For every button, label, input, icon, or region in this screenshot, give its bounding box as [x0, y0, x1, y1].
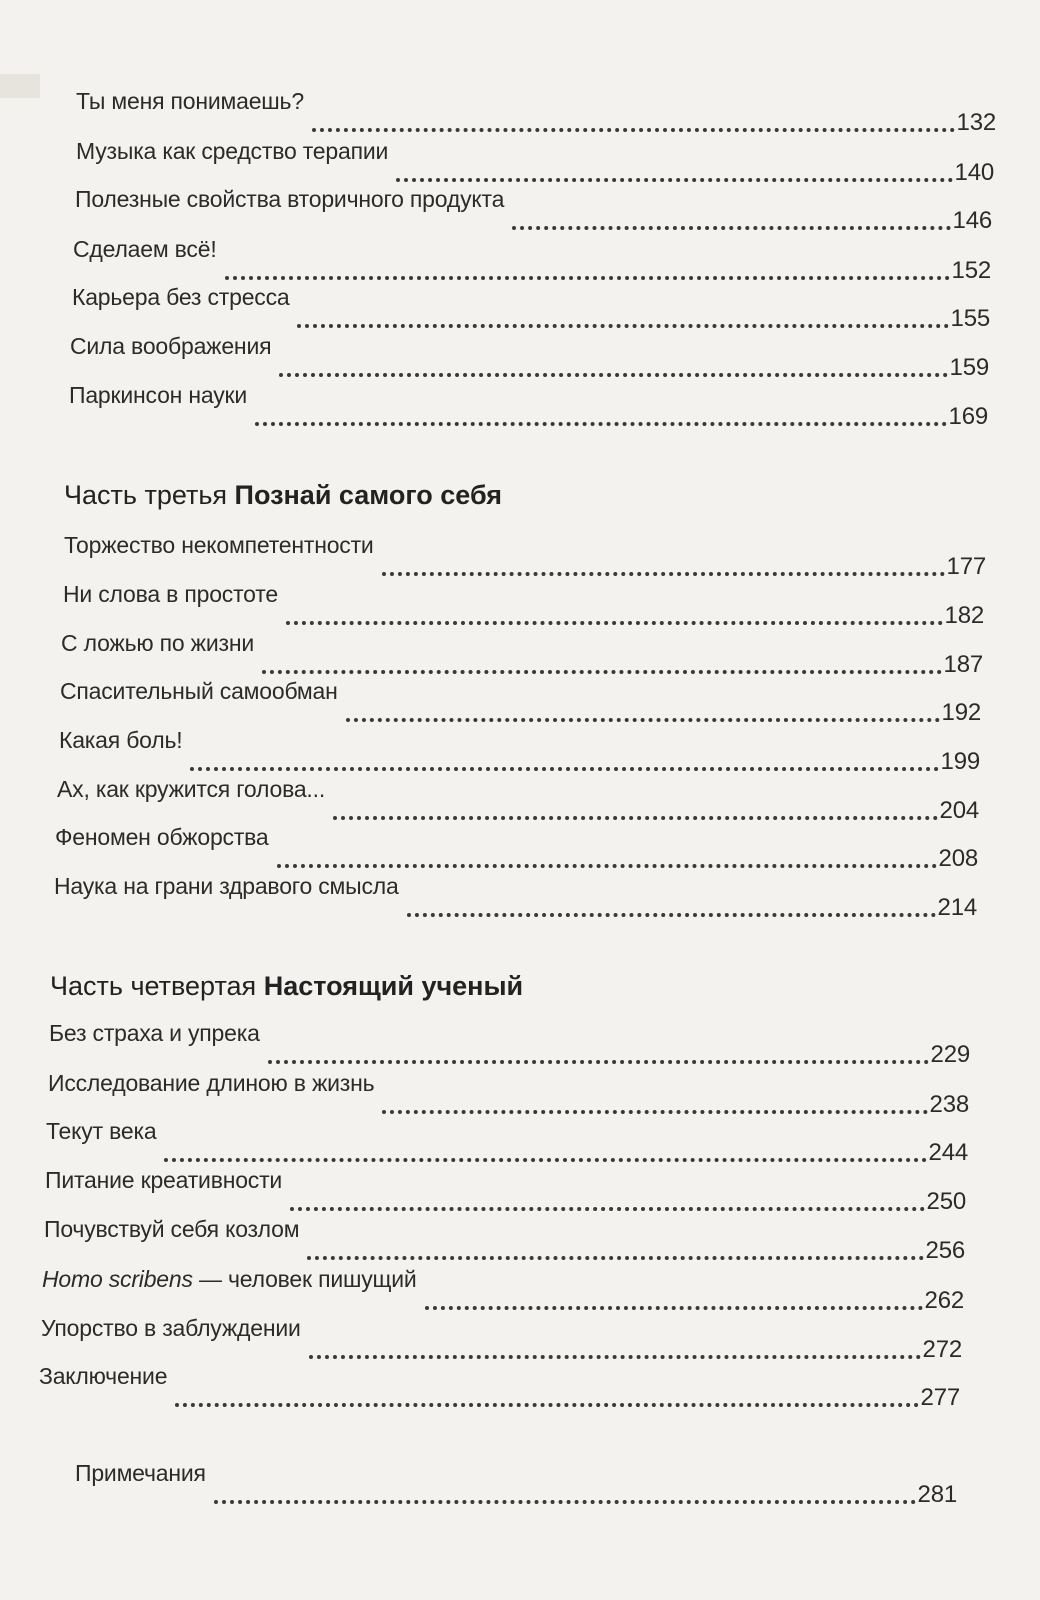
entry-title: Питание креативности [45, 1167, 283, 1193]
entry-page: 272 [922, 1336, 962, 1363]
entry-title: С ложью по жизни [61, 630, 254, 656]
entry-title: Музыка как средство терапии [76, 138, 389, 164]
part-heading[interactable] [50, 971, 523, 1002]
entry-title: Карьера без стресса [72, 284, 290, 310]
dot-leader [286, 595, 943, 625]
toc-entry[interactable] [73, 236, 991, 284]
entry-page: 214 [937, 894, 977, 921]
entry-title: Феномен обжорства [55, 824, 269, 850]
entry-title: Полезные свойства вторичного продукта [75, 186, 505, 212]
entry-title [42, 1266, 417, 1314]
dot-leader [214, 1474, 916, 1504]
entry-page: 155 [950, 305, 990, 332]
entry-page: 132 [956, 109, 996, 136]
entry-page: 277 [920, 1384, 960, 1411]
toc-entry-notes[interactable] [75, 1460, 957, 1508]
toc-entry[interactable] [59, 727, 980, 775]
entry-title: Какая боль! [59, 727, 183, 753]
part-name: Настоящий ученый [263, 971, 524, 1001]
toc-entry[interactable] [75, 186, 992, 234]
dot-leader [312, 102, 955, 132]
dot-leader [346, 692, 940, 722]
toc-entry[interactable] [60, 678, 981, 726]
dot-leader [290, 1181, 924, 1211]
entry-page: 159 [949, 354, 989, 381]
toc-entry[interactable] [48, 1070, 969, 1118]
entry-title: Сделаем всё! [73, 236, 217, 262]
dot-leader [407, 887, 936, 917]
toc-entry[interactable] [44, 1216, 965, 1264]
toc-entry[interactable] [57, 776, 979, 824]
entry-title: Торжество некомпетентности [64, 532, 374, 558]
part-heading[interactable] [64, 480, 502, 511]
entry-title: Примечания [75, 1460, 206, 1486]
part-prefix: Часть четвертая [50, 971, 257, 1001]
toc-entry[interactable] [64, 532, 986, 580]
toc-entry[interactable] [42, 1266, 964, 1314]
entry-title: Упорство в заблуждении [41, 1315, 301, 1341]
dot-leader [277, 838, 937, 868]
entry-title: Почувствуй себя козлом [44, 1216, 300, 1242]
entry-page: 169 [948, 403, 988, 430]
toc-entry[interactable] [55, 824, 978, 872]
toc-entry[interactable] [46, 1118, 968, 1166]
toc-entry[interactable] [54, 873, 977, 921]
dot-leader [225, 250, 950, 280]
entry-page: 229 [930, 1041, 970, 1068]
entry-page: 238 [929, 1091, 969, 1118]
entry-page: 177 [946, 553, 986, 580]
entry-title: Сила воображения [70, 333, 272, 359]
toc-entry[interactable] [45, 1167, 966, 1215]
entry-title: Текут века [46, 1118, 157, 1144]
toc-entry[interactable] [76, 88, 996, 136]
dot-leader [268, 1034, 929, 1064]
dot-leader [279, 347, 947, 377]
dot-leader [382, 1084, 927, 1114]
entry-page: 182 [944, 602, 984, 629]
dot-leader [382, 546, 945, 576]
entry-title-latin: Homo scribens [42, 1266, 193, 1292]
dot-leader [425, 1280, 923, 1310]
toc-entry[interactable] [49, 1020, 970, 1068]
dot-leader [164, 1132, 926, 1162]
entry-title: Без страха и упрека [49, 1020, 260, 1046]
dot-leader [175, 1377, 918, 1407]
entry-page: 250 [926, 1188, 966, 1215]
entry-page: 199 [940, 748, 980, 775]
entry-page: 187 [943, 651, 983, 678]
toc-entry[interactable] [69, 382, 988, 430]
entry-title: Ты меня понимаешь? [76, 88, 304, 114]
dot-leader [333, 790, 938, 820]
dot-leader [262, 644, 942, 674]
entry-title: Спасительный самообман [60, 678, 338, 704]
entry-title: Паркинсон науки [69, 382, 248, 408]
dot-leader [190, 741, 938, 771]
toc-entry[interactable] [72, 284, 990, 332]
entry-page: 244 [928, 1139, 968, 1166]
entry-page: 256 [925, 1237, 965, 1264]
entry-page: 192 [941, 699, 981, 726]
entry-page: 208 [938, 845, 978, 872]
toc-entry[interactable] [63, 581, 984, 629]
toc-entry[interactable] [76, 138, 994, 186]
part-name: Познай самого себя [234, 480, 503, 510]
entry-title: Заключение [39, 1363, 168, 1389]
dot-leader [512, 200, 950, 230]
toc-entry[interactable] [41, 1315, 962, 1363]
entry-title: Ах, как кружится голова... [57, 776, 326, 802]
toc-entry[interactable] [61, 630, 983, 678]
dot-leader [297, 298, 948, 328]
entry-title: Исследование длиною в жизнь [48, 1070, 375, 1096]
dot-leader [255, 396, 947, 426]
toc-entry[interactable] [70, 333, 989, 381]
entry-title: Наука на грани здравого смысла [54, 873, 399, 899]
toc-entry[interactable] [39, 1363, 960, 1411]
dot-leader [307, 1230, 923, 1260]
entry-title-rest: — человек пишущий [192, 1266, 417, 1292]
entry-title: Ни слова в простоте [63, 581, 278, 607]
page-edge-shadow [0, 74, 40, 98]
dot-leader [396, 152, 952, 182]
entry-page: 140 [954, 159, 994, 186]
entry-page: 146 [952, 207, 992, 234]
part-prefix: Часть третья [64, 480, 228, 510]
entry-page: 204 [939, 797, 979, 824]
dot-leader [309, 1329, 921, 1359]
entry-page: 152 [951, 257, 991, 284]
entry-page: 262 [924, 1287, 964, 1314]
entry-page: 281 [917, 1481, 957, 1508]
